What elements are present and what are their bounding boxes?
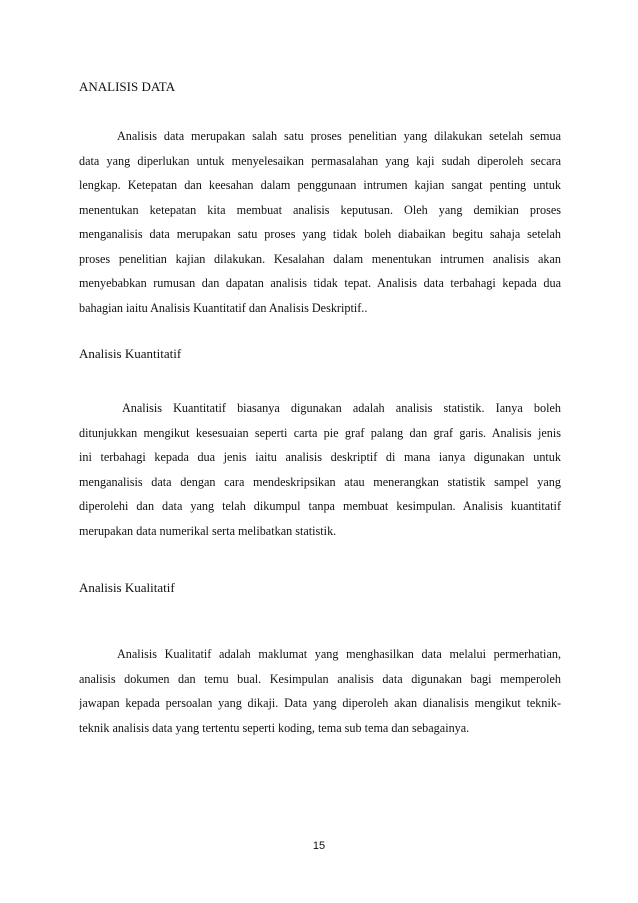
paragraph-line: ini terbahagi kepada dua jenis iaitu analisis deskriptif di mana ianya digunakan untuk bbox=[79, 450, 561, 464]
paragraph-line: Analisis data merupakan salah satu proses penelitian yang dilakukan setelah semua bbox=[117, 129, 561, 143]
paragraph-line: data yang diperlukan untuk menyelesaikan permasalahan yang kaji sudah diperoleh secara bbox=[79, 153, 561, 168]
section-heading-analisis-data: ANALISIS DATA bbox=[79, 79, 176, 94]
paragraph-line: menentukan ketepatan kita membuat analisis keputusan. Oleh yang demikian proses bbox=[79, 202, 561, 217]
section-heading-analisis-kuantitatif: Analisis Kuantitatif bbox=[79, 346, 182, 361]
paragraph-line: proses penelitian kajian dilakukan. Kesalahan dalam menentukan intrumen analisis akan bbox=[79, 251, 561, 266]
paragraph-line: diperolehi dan data yang telah dikumpul tanpa membuat kesimpulan. Analisis kuantitatif bbox=[79, 499, 561, 513]
paragraph-line: teknik analisis data yang tertentu seperti koding, tema sub tema dan sebagainya. bbox=[79, 720, 470, 735]
paragraph-line: merupakan data numerikal serta melibatkan statistik. bbox=[79, 523, 337, 538]
paragraph-line: Analisis Kuantitatif biasanya digunakan adalah analisis statistik. Ianya boleh bbox=[122, 401, 561, 415]
paragraph-line: analisis dokumen dan temu bual. Kesimpulan analisis data digunakan bagi memperoleh bbox=[79, 671, 561, 686]
paragraph-line: bahagian iaitu Analisis Kuantitatif dan Analisis Deskriptif.. bbox=[79, 300, 368, 315]
page-number: 15 bbox=[312, 840, 326, 852]
paragraph-line: lengkap. Ketepatan dan keesahan dalam penggunaan intrumen kajian sangat penting untuk bbox=[79, 178, 561, 192]
paragraph-line: menyebabkan rumusan dan dapatan analisis tidak tepat. Analisis data terbahagi kepada dua bbox=[79, 276, 561, 290]
paragraph-line: jawapan kepada persoalan yang dikaji. Data yang diperoleh akan dianalisis mengikut teknik- bbox=[79, 696, 561, 710]
paragraph-analisis-kualitatif bbox=[79, 642, 561, 740]
paragraph-line: menganalisis data dengan cara mendeskripsikan atau menerangkan statistik sampel yang bbox=[79, 474, 561, 489]
paragraph-analisis-data bbox=[79, 124, 561, 320]
paragraph-line: menganalisis data merupakan satu proses yang tidak boleh diabaikan begitu sahaja setelah bbox=[79, 227, 561, 241]
paragraph-analisis-kuantitatif bbox=[79, 396, 561, 543]
section-heading-analisis-kualitatif: Analisis Kualitatif bbox=[79, 580, 175, 595]
paragraph-line: Analisis Kualitatif adalah maklumat yang menghasilkan data melalui permerhatian, bbox=[117, 647, 561, 661]
paragraph-line: ditunjukkan mengikut kesesuaian seperti carta pie graf palang dan graf garis. Analisis jenis bbox=[79, 425, 561, 440]
